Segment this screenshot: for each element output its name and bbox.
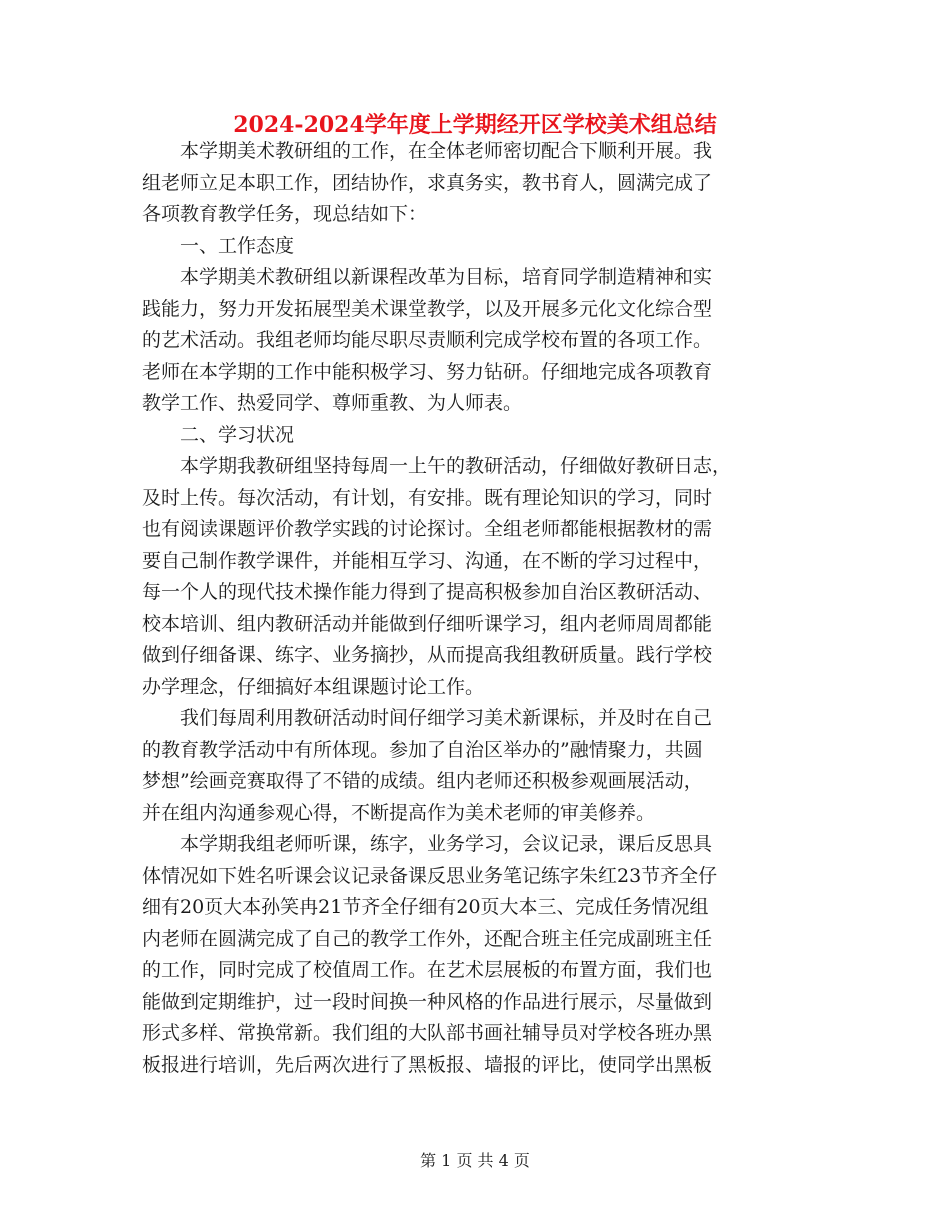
body-line: 办学理念，仔细搞好本组课题讨论工作。 xyxy=(142,675,485,698)
body-line: 每一个人的现代技术操作能力得到了提高积极参加自治区教研活动、 xyxy=(142,581,713,603)
body-line: 梦想”绘画竞赛取得了不错的成绩。组内老师还积极参观画展活动， xyxy=(142,770,703,792)
body-line: 教学工作、热爱同学、尊师重教、为人师表。 xyxy=(142,392,523,414)
body-line: 形式多样、常换常新。我们组的大队部书画社辅导员对学校各班办黑 xyxy=(142,1022,713,1044)
document-body xyxy=(142,136,802,1081)
body-line: 板报进行培训，先后两次进行了黑板报、墙报的评比，使同学出黑板 xyxy=(142,1053,713,1076)
body-line: 老师在本学期的工作中能积极学习、努力钻研。仔细地完成各项教育 xyxy=(142,360,713,383)
body-line: 做到仔细备课、练字、业务摘抄，从而提高我组教研质量。践行学校 xyxy=(142,644,713,666)
body-line: 也有阅读课题评价教学实践的讨论探讨。全组老师都能根据教材的需 xyxy=(142,518,713,540)
document-title: 2024-2024学年度上学期经开区学校美术组总结 xyxy=(233,112,717,138)
body-line: 的艺术活动。我组老师均能尽职尽责顺利完成学校布置的各项工作。 xyxy=(142,329,713,351)
body-line: 本学期我组老师听课，练字，业务学习，会议记录，课后反思具 xyxy=(142,833,713,855)
body-line: 我们每周利用教研活动时间仔细学习美术新课标，并及时在自己 xyxy=(142,707,713,729)
body-line: 的工作，同时完成了校值周工作。在艺术层展板的布置方面，我们也 xyxy=(142,959,713,981)
section-heading: 一、工作态度 xyxy=(142,234,295,257)
body-line: 本学期美术教研组以新课程改革为目标，培育同学制造精神和实 xyxy=(142,266,713,288)
body-line: 的教育教学活动中有所体现。参加了自治区举办的”融情聚力，共圆 xyxy=(142,738,703,761)
body-line: 要自己制作教学课件，并能相互学习、沟通，在不断的学习过程中， xyxy=(142,549,713,572)
body-line: 本学期美术教研组的工作，在全体老师密切配合下顺利开展。我 xyxy=(142,140,713,162)
section-heading: 二、学习状况 xyxy=(142,423,295,446)
body-line: 本学期我教研组坚持每周一上午的教研活动，仔细做好教研日志， xyxy=(142,455,732,477)
body-line: 细有20页大本孙笑冉21节齐全仔细有20页大本三、完成任务情况组 xyxy=(142,896,709,918)
body-line: 组老师立足本职工作，团结协作，求真务实，教书育人，圆满完成了 xyxy=(142,171,713,194)
body-line: 各项教育教学任务，现总结如下： xyxy=(142,203,428,225)
body-line: 内老师在圆满完成了自己的教学工作外，还配合班主任完成副班主任 xyxy=(142,927,713,950)
body-line: 践能力，努力开发拓展型美术课堂教学，以及开展多元化文化综合型 xyxy=(142,297,713,320)
body-line: 并在组内沟通参观心得，不断提高作为美术老师的审美修养。 xyxy=(142,801,656,824)
body-line: 体情况如下姓名听课会议记录备课反思业务笔记练字朱红23节齐全仔 xyxy=(142,864,718,887)
body-line: 能做到定期维护，过一段时间换一种风格的作品进行展示，尽量做到 xyxy=(142,990,713,1013)
body-line: 校本培训、组内教研活动并能做到仔细听课学习，组内老师周周都能 xyxy=(142,612,713,635)
page-number-footer: 第 1 页 共 4 页 xyxy=(420,1151,530,1170)
body-line: 及时上传。每次活动，有计划，有安排。既有理论知识的学习，同时 xyxy=(142,486,713,509)
